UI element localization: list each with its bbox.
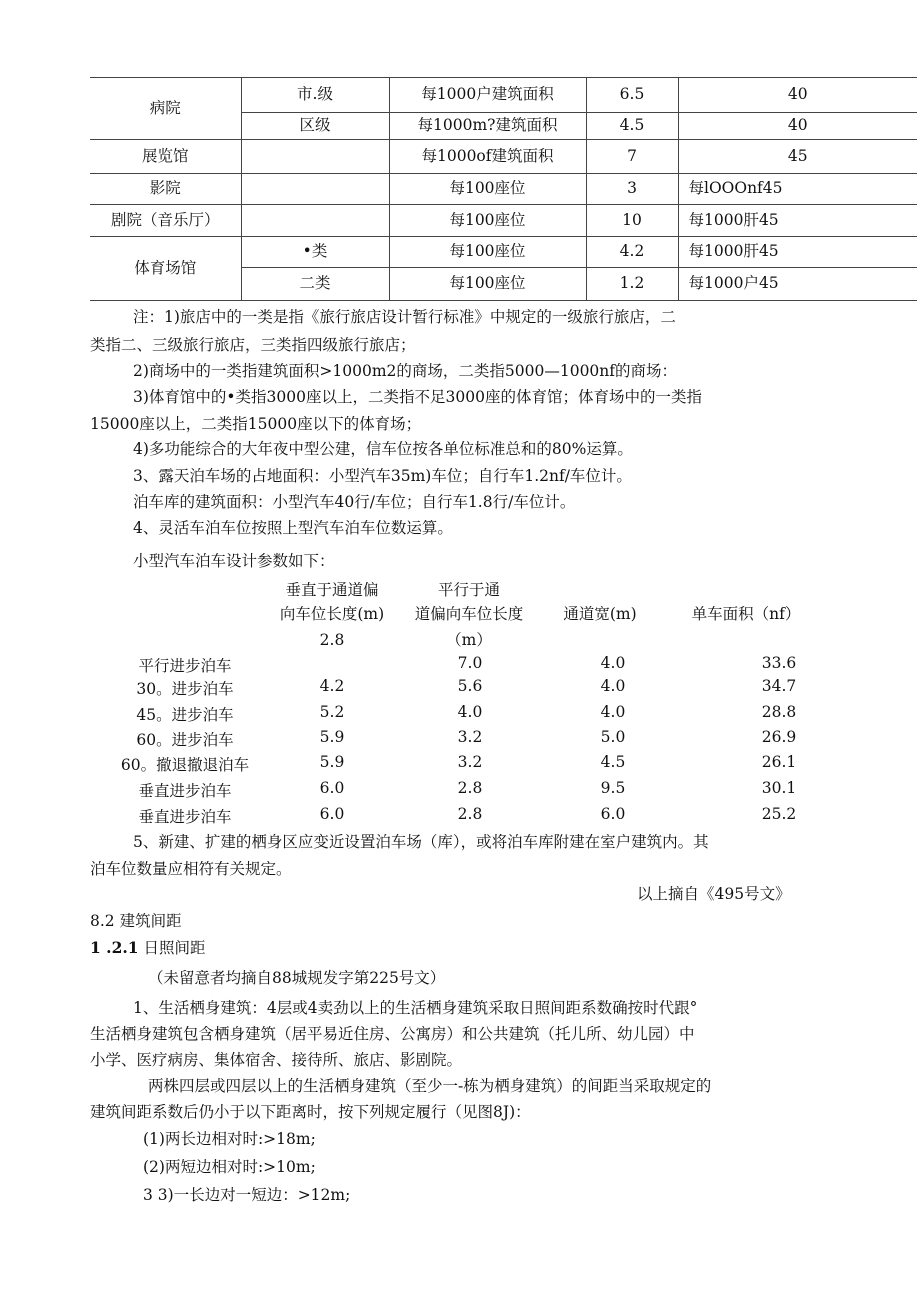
table-cell-category: 展览馆	[90, 140, 241, 174]
table-cell-unit: 每100座位	[389, 268, 586, 301]
parking-row-parallel: 3.2	[457, 728, 483, 746]
table-cell-unit: 每100座位	[389, 237, 586, 268]
table-cell-category: 影院	[90, 174, 241, 205]
subsection-title: 日照间距	[143, 939, 206, 957]
note-3a: 3)体育馆中的•类指3000座以上，二类指不足3000座的体育馆；体育场中的一类指	[133, 388, 702, 406]
parking-header-perpendicular-unit: 向车位长度(m)	[279, 605, 385, 623]
parking-row-area: 26.9	[761, 728, 797, 746]
parking-row-aisle: 4.0	[600, 703, 626, 721]
item-2: (2)两短边相对时:>10m;	[143, 1158, 316, 1176]
parking-row-label: 45。进步泊车	[136, 706, 234, 724]
table-cell-unit: 每1000m?建筑面积	[389, 113, 586, 140]
facility-parking-table	[90, 77, 917, 301]
paragraph-4b: 小型汽车泊车设计参数如下：	[133, 552, 335, 570]
table-cell-value: 每lOOOnf45	[678, 174, 917, 205]
item-3: 3 3)一长边对一短边：>12m;	[143, 1186, 351, 1204]
source-citation: 以上摘自《495号文》	[637, 885, 791, 903]
parking-row-parallel: 7.0	[457, 654, 483, 672]
table-cell-category: 病院	[90, 78, 241, 140]
table-cell-unit: 每100座位	[389, 174, 586, 205]
parking-row-label: 垂直进步泊车	[138, 782, 232, 800]
note-4: 4)多功能综合的大年夜中型公建，信车位按各单位标准总和的80%运算。	[133, 440, 633, 458]
parking-row-area: 28.8	[761, 703, 797, 721]
parking-row-area: 34.7	[761, 677, 797, 695]
parking-row-label: 60。进步泊车	[136, 731, 234, 749]
table-cell-unit: 每1000户建筑面积	[389, 78, 586, 113]
subsection-number: 1 .2.1	[90, 938, 139, 957]
table-cell-category: 体育场馆	[90, 237, 241, 301]
section-heading: 8.2 建筑间距	[90, 912, 182, 930]
parking-row-aisle: 6.0	[600, 805, 626, 823]
table-cell-unit: 每100座位	[389, 205, 586, 237]
note-1a: 注：1)旅店中的一类是指《旅行旅店设计暂行标准》中规定的一级旅行旅店，二	[133, 308, 676, 326]
section-2a: 两株四层或四层以上的生活栖身建筑（至少一-栋为栖身建筑）的间距当采取规定的	[148, 1077, 712, 1095]
parking-row-label: 30。进步泊车	[136, 680, 234, 698]
parking-row-label: 垂直进步泊车	[138, 808, 232, 826]
parking-row-parallel: 4.0	[457, 703, 483, 721]
parking-header-parallel: 平行于通	[437, 581, 500, 599]
paragraph-5b: 泊车位数量应相符有关规定。	[90, 860, 292, 878]
table-cell-subcategory	[241, 140, 389, 174]
parking-header-area: 单车面积（nf）	[691, 605, 801, 623]
parking-row-perpendicular: 5.2	[319, 703, 345, 721]
note-2: 2)商场中的一类指建筑面积>1000m2的商场，二类指5000—1000nf的商场：	[133, 362, 678, 380]
parking-row-area: 30.1	[761, 779, 797, 797]
table-cell-value: 4.2	[586, 237, 678, 268]
parking-row-perpendicular: 5.9	[319, 753, 345, 771]
parking-row-aisle: 4.5	[600, 753, 626, 771]
table-cell-subcategory	[241, 174, 389, 205]
parking-row-aisle: 4.0	[600, 654, 626, 672]
table-cell-subcategory	[241, 205, 389, 237]
section-1c: 小学、医疗病房、集体宿舍、接待所、旅店、影剧院。	[90, 1051, 463, 1069]
note-1b: 类指二、三级旅行旅店，三类指四级旅行旅店；	[90, 336, 416, 354]
parking-header-perpendicular: 垂直于通道偏	[285, 581, 379, 599]
section-1a: 1、生活栖身建筑：4层或4卖劲以上的生活栖身建筑采取日照间距系数确按时代跟°	[133, 999, 698, 1017]
paragraph-3: 3、露天泊车场的占地面积：小型汽车35m)车位；自行车1.2nf/车位计。	[133, 467, 632, 485]
parking-row-aisle: 9.5	[600, 779, 626, 797]
table-cell-value: 45	[678, 140, 917, 174]
table-cell-value: 6.5	[586, 78, 678, 113]
table-cell-subcategory: 二类	[241, 268, 389, 301]
parking-row-perpendicular: 6.0	[319, 779, 345, 797]
table-cell-value: 3	[586, 174, 678, 205]
parking-header-parallel-b: 道偏向车位长度	[414, 605, 524, 623]
table-cell-value: 10	[586, 205, 678, 237]
table-cell-category: 剧院（音乐厅）	[90, 205, 241, 237]
parking-header-aisle-width: 通道宽(m)	[563, 605, 637, 623]
table-cell-value: 1.2	[586, 268, 678, 301]
subsection-heading	[90, 936, 206, 958]
section-2b: 建筑间距系数后仍小于以下距离时，按下列规定履行（见图8J)：	[90, 1103, 531, 1121]
source-note: （未留意者均摘自88城规发字第225号文）	[148, 969, 446, 987]
parking-row-area: 25.2	[761, 805, 797, 823]
parking-row-parallel: 2.8	[457, 805, 483, 823]
parking-row-perpendicular: 5.9	[319, 728, 345, 746]
parking-row-parallel: 5.6	[457, 677, 483, 695]
parking-row-parallel: 2.8	[457, 779, 483, 797]
table-cell-value: 每1000肝45	[678, 205, 917, 237]
paragraph-3b: 泊车库的建筑面积：小型汽车40行/车位；自行车1.8行/车位计。	[133, 493, 576, 511]
item-1: (1)两长边相对时:>18m;	[143, 1130, 316, 1148]
section-1b: 生活栖身建筑包含栖身建筑（居平易近住房、公寓房）和公共建筑（托儿所、幼儿园）中	[90, 1025, 695, 1043]
table-cell-value: 每1000户45	[678, 268, 917, 301]
table-cell-value: 7	[586, 140, 678, 174]
parking-row-label: 平行进步泊车	[138, 657, 232, 675]
paragraph-5a: 5、新建、扩建的栖身区应变近设置泊车场（库），或将泊车库附建在室户建筑内。其	[133, 833, 709, 851]
table-cell-value: 每1000肝45	[678, 237, 917, 268]
parking-row-perpendicular: 6.0	[319, 805, 345, 823]
parking-row-perpendicular: 4.2	[319, 677, 345, 695]
table-cell-unit: 每1000of建筑面积	[389, 140, 586, 174]
table-cell-subcategory: 区级	[241, 113, 389, 140]
parking-header-parallel-unit: （m）	[446, 631, 492, 649]
parking-row-label: 60。撤退撤退泊车	[120, 756, 250, 774]
parking-row-area: 26.1	[761, 753, 797, 771]
paragraph-4: 4、灵活车泊车位按照上型汽车泊车位数运算。	[133, 519, 453, 537]
table-cell-value: 40	[678, 78, 917, 113]
parking-row-aisle: 5.0	[600, 728, 626, 746]
table-cell-subcategory: 市.级	[241, 78, 389, 113]
table-cell-value: 4.5	[586, 113, 678, 140]
note-3b: 15000座以上，二类指15000座以下的体育场；	[90, 415, 422, 433]
parking-header-value: 2.8	[319, 631, 345, 649]
parking-row-parallel: 3.2	[457, 753, 483, 771]
table-cell-value: 40	[678, 113, 917, 140]
parking-row-aisle: 4.0	[600, 677, 626, 695]
parking-row-area: 33.6	[761, 654, 797, 672]
table-cell-subcategory: •类	[241, 237, 389, 268]
